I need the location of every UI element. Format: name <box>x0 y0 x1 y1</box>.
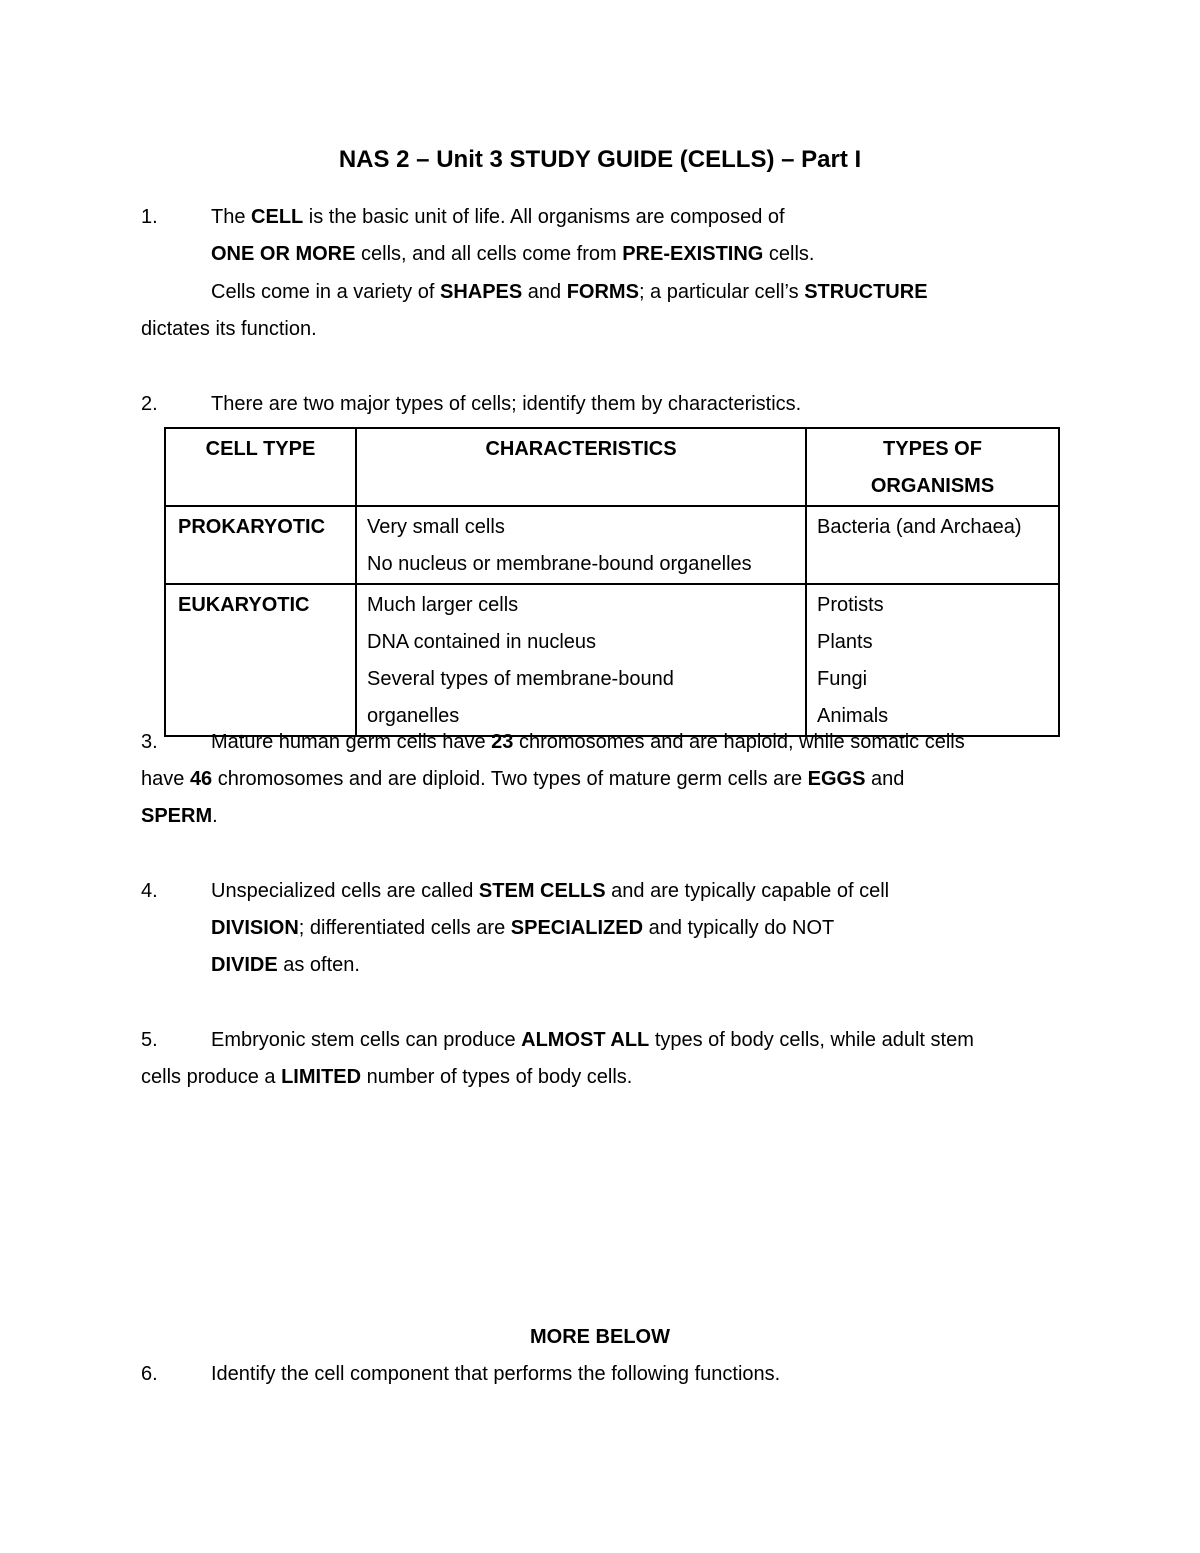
row-organisms: Bacteria (and Archaea) <box>806 506 1059 584</box>
row-characteristics: Much larger cells DNA contained in nucleus Several types of membrane-bound organelles <box>356 584 806 736</box>
q3-line-2: have 46 chromosomes and are diploid. Two types of mature germ cells are EGGS and <box>141 768 905 790</box>
q6-number: 6. <box>141 1363 158 1385</box>
q1-line-4: dictates its function. <box>141 318 317 340</box>
table-header-row <box>165 428 1059 506</box>
q5-line-1: Embryonic stem cells can produce ALMOST ALL types of body cells, while adult stem <box>211 1029 974 1051</box>
q1-line-1: The CELL is the basic unit of life. All organisms are composed of <box>211 206 785 228</box>
q1-line-3: Cells come in a variety of SHAPES and FORMS; a particular cell’s STRUCTURE <box>211 281 928 303</box>
cell-types-table <box>164 427 1060 737</box>
q2-text: There are two major types of cells; identify them by characteristics. <box>211 393 802 415</box>
q6-text: Identify the cell component that performs the following functions. <box>211 1363 781 1385</box>
q5-number: 5. <box>141 1029 158 1051</box>
header-cell-type: CELL TYPE <box>165 428 356 506</box>
q4-line-3: DIVIDE as often. <box>211 954 360 976</box>
q3-number: 3. <box>141 731 158 753</box>
q1-number: 1. <box>141 206 158 228</box>
q4-line-2: DIVISION; differentiated cells are SPECIALIZED and typically do NOT <box>211 917 835 939</box>
row-organisms: Protists Plants Fungi Animals <box>806 584 1059 736</box>
q3-line-1: Mature human germ cells have 23 chromosomes and are haploid, while somatic cells <box>211 731 965 753</box>
header-characteristics: CHARACTERISTICS <box>356 428 806 506</box>
q4-number: 4. <box>141 880 158 902</box>
q5-line-2: cells produce a LIMITED number of types of body cells. <box>141 1066 633 1088</box>
table-row <box>165 506 1059 584</box>
q1-line-2: ONE OR MORE cells, and all cells come from PRE-EXISTING cells. <box>211 243 815 265</box>
more-below-label: MORE BELOW <box>530 1326 670 1348</box>
header-types-of-organisms: TYPES OF ORGANISMS <box>806 428 1059 506</box>
q2-number: 2. <box>141 393 158 415</box>
row-type-eukaryotic: EUKARYOTIC <box>165 584 356 736</box>
q3-line-3: SPERM. <box>141 805 218 827</box>
table-row <box>165 584 1059 736</box>
row-characteristics: Very small cells No nucleus or membrane-bound organelles <box>356 506 806 584</box>
row-type-prokaryotic: PROKARYOTIC <box>165 506 356 584</box>
q4-line-1: Unspecialized cells are called STEM CELLS and are typically capable of cell <box>211 880 890 902</box>
page-title: NAS 2 – Unit 3 STUDY GUIDE (CELLS) – Part I <box>338 146 862 173</box>
